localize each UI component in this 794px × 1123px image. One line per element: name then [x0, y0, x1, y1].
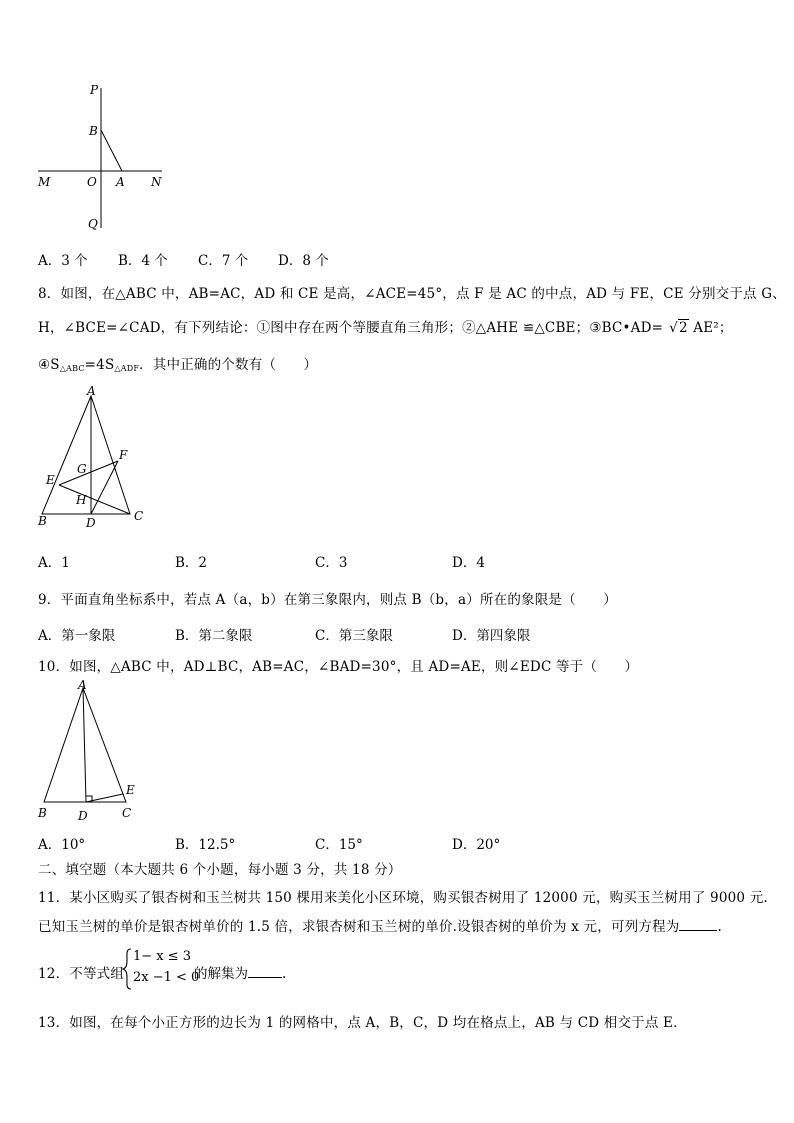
q8-line3-sub1: △ABC — [59, 364, 85, 373]
q10-choice-d: D．20° — [452, 837, 501, 853]
q11-line2-text: 已知玉兰树的单价是银杏树单价的 1.5 倍，求银杏树和玉兰树的单价.设银杏树的单价为 x 元，可列方程为 — [38, 919, 680, 935]
q8-segment-DF — [91, 461, 118, 514]
q10-label-E: E — [126, 783, 135, 797]
q8-line3-c: ．其中正确的个数有（ ） — [139, 357, 318, 373]
q8-line3 — [38, 353, 317, 373]
q7-label-N: N — [151, 175, 162, 189]
q8-line2 — [38, 316, 733, 336]
q7-choice-d: D．8 个 — [278, 253, 329, 269]
q11-line1: 11．某小区购买了银杏树和玉兰树共 150 棵用来美化小区环境，购买银杏树用了 12000 元，购买玉兰树用了 9000 元. — [38, 890, 768, 906]
q10-label-D: D — [78, 809, 88, 823]
q7-label-A: A — [116, 175, 125, 189]
q7-choice-b: B．4 个 — [118, 253, 168, 269]
q12-suffix: 的解集为 — [194, 966, 248, 982]
q11-line2 — [38, 915, 722, 935]
q8-sqrt-radicand: 2 — [678, 320, 688, 336]
q8-segment-EF — [59, 461, 118, 485]
q12-suffix-group — [194, 962, 286, 982]
q8-label-C: C — [134, 509, 144, 523]
q10-choice-a: A．10° — [38, 837, 86, 853]
q10-label-A: A — [78, 678, 87, 692]
q11-answer-blank[interactable] — [679, 916, 717, 931]
q12-answer-blank[interactable] — [248, 963, 282, 978]
q8-height-CE — [59, 485, 130, 514]
q9-choice-d: D．第四象限 — [452, 628, 531, 644]
q12-end: . — [282, 966, 287, 982]
q8-sqrt: √2 — [669, 320, 688, 336]
q8-line3-sub2: △ADF — [114, 364, 140, 373]
q8-choice-d: D．4 — [452, 555, 485, 571]
q8-line2-tail: AE²； — [693, 320, 733, 336]
q7-label-O: O — [87, 175, 97, 189]
q7-figure — [30, 78, 170, 238]
q13-text: 13．如图，在每个小正方形的边长为 1 的网格中，点 A，B，C，D 均在格点上，AB 与 CD 相交于点 E． — [38, 1015, 687, 1031]
q7-label-P: P — [90, 83, 99, 97]
q8-line1: 8．如图，在△ABC 中，AB=AC，AD 和 CE 是高，∠ACE=45°，点 F 是 AC 的中点，AD 与 FE，CE 分别交于点 G、 — [38, 286, 786, 302]
q10-choice-b: B．12.5° — [175, 837, 236, 853]
q8-label-B: B — [38, 514, 47, 528]
q8-label-D: D — [86, 516, 96, 530]
q12-brace — [122, 948, 132, 990]
q7-choice-a: A．3 个 — [38, 253, 88, 269]
q12-inequality-2: 2x −1 < 0 — [133, 970, 200, 985]
q12-inequality-1: 1− x ≤ 3 — [133, 949, 192, 964]
q9-choice-a: A．第一象限 — [38, 628, 116, 644]
q8-line3-b: =4S — [84, 357, 115, 373]
q8-choice-c: C．3 — [315, 555, 348, 571]
q8-figure — [34, 384, 154, 534]
q8-label-G: G — [77, 462, 87, 476]
q10-figure — [34, 678, 144, 823]
q7-segment-BA — [101, 130, 122, 171]
q8-label-H: H — [76, 493, 87, 507]
q9-choice-b: B．第二象限 — [175, 628, 253, 644]
q10-label-B: B — [38, 806, 47, 820]
q7-label-B: B — [89, 124, 98, 138]
q8-choice-b: B．2 — [175, 555, 208, 571]
q7-label-Q: Q — [88, 217, 98, 231]
q8-label-A: A — [87, 384, 96, 398]
q7-label-M: M — [38, 175, 51, 189]
q11-line2-end: . — [717, 919, 722, 935]
q8-line2-text: H，∠BCE=∠CAD，有下列结论：①图中存在两个等腰直角三角形；②△AHE ≌△CBE；③BC•AD= — [38, 320, 664, 336]
q10-height-AD — [83, 688, 86, 802]
q12-prefix: 12．不等式组 — [38, 966, 125, 982]
q9-choice-c: C．第三象限 — [315, 628, 393, 644]
q8-choice-a: A．1 — [38, 555, 70, 571]
q8-line3-a: ④S — [38, 357, 60, 373]
q10-choice-c: C．15° — [315, 837, 363, 853]
q10-label-C: C — [122, 806, 132, 820]
q8-label-E: E — [46, 473, 55, 487]
q10-text: 10．如图，△ABC 中，AD⊥BC，AB=AC，∠BAD=30°，且 AD=AE，则∠EDC 等于（ ） — [38, 659, 639, 675]
q8-label-F: F — [119, 448, 128, 462]
q7-choice-c: C．7 个 — [198, 253, 249, 269]
section-heading: 二、填空题（本大题共 6 个小题，每小题 3 分，共 18 分） — [38, 862, 402, 878]
q9-text: 9．平面直角坐标系中，若点 A（a，b）在第三象限内，则点 B（b，a）所在的象限是（ ） — [38, 592, 617, 608]
